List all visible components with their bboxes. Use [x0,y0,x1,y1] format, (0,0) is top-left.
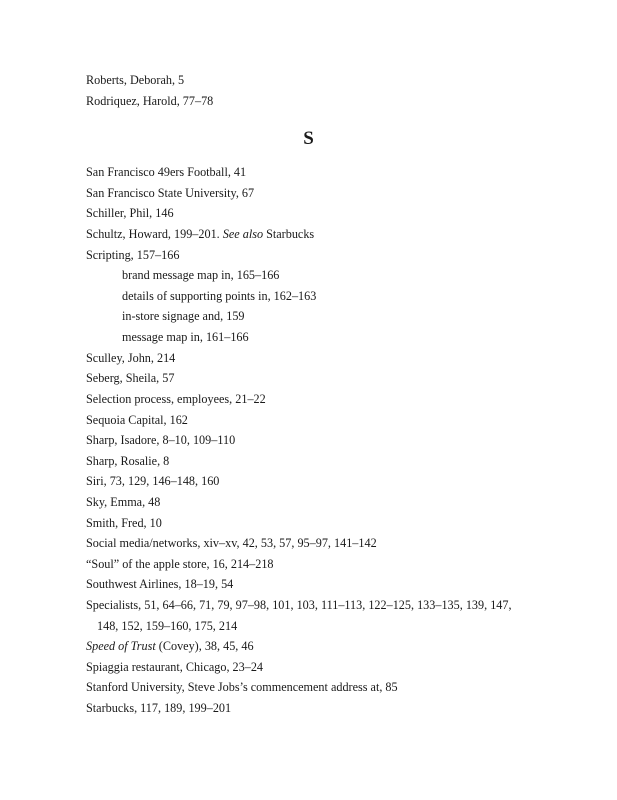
index-entry: Rodriquez, Harold, 77–78 [86,94,214,108]
entry-text: (Covey), 38, 45, 46 [155,639,254,653]
index-entry: Scripting, 157–166 [86,248,180,262]
index-entry: “Soul” of the apple store, 16, 214–218 [86,557,274,571]
index-entry: Seberg, Sheila, 57 [86,371,175,385]
index-entry: Roberts, Deborah, 5 [86,73,185,87]
index-entry: Specialists, 51, 64–66, 71, 79, 97–98, 101, 103, 111–113, 122–125, 133–135, 139, 147, [86,598,512,612]
index-entry: Southwest Airlines, 18–19, 54 [86,577,234,591]
entry-text: Schultz, Howard, 199–201. [86,227,223,241]
index-entry: Starbucks, 117, 189, 199–201 [86,701,232,715]
index-subentry: message map in, 161–166 [122,330,249,344]
index-entry: Siri, 73, 129, 146–148, 160 [86,474,220,488]
index-subentry: details of supporting points in, 162–163 [122,289,317,303]
index-entry-continuation: 148, 152, 159–160, 175, 214 [97,619,238,633]
index-entry [86,638,254,654]
index-entry: Smith, Fred, 10 [86,516,162,530]
index-entry [86,226,314,242]
cross-reference-text: Starbucks [263,227,315,241]
index-entry: Sky, Emma, 48 [86,495,161,509]
index-subentry: in-store signage and, 159 [122,309,245,323]
section-letter-heading: S [303,128,314,149]
index-entry: Selection process, employees, 21–22 [86,392,266,406]
index-entry: Sculley, John, 214 [86,351,176,365]
index-entry: San Francisco State University, 67 [86,186,255,200]
index-subentry: brand message map in, 165–166 [122,268,280,282]
see-also-text: See also [222,227,264,241]
index-entry: Sequoia Capital, 162 [86,413,188,427]
index-entry: Social media/networks, xiv–xv, 42, 53, 57, 95–97, 141–142 [86,536,377,550]
index-entry: Sharp, Rosalie, 8 [86,454,170,468]
index-entry: Spiaggia restaurant, Chicago, 23–24 [86,660,264,674]
book-title: Speed of Trust [86,639,156,653]
index-entry: Stanford University, Steve Jobs’s commencement address at, 85 [86,680,398,694]
index-entry: Schiller, Phil, 146 [86,206,174,220]
index-entry: Sharp, Isadore, 8–10, 109–110 [86,433,236,447]
index-entry: San Francisco 49ers Football, 41 [86,165,247,179]
